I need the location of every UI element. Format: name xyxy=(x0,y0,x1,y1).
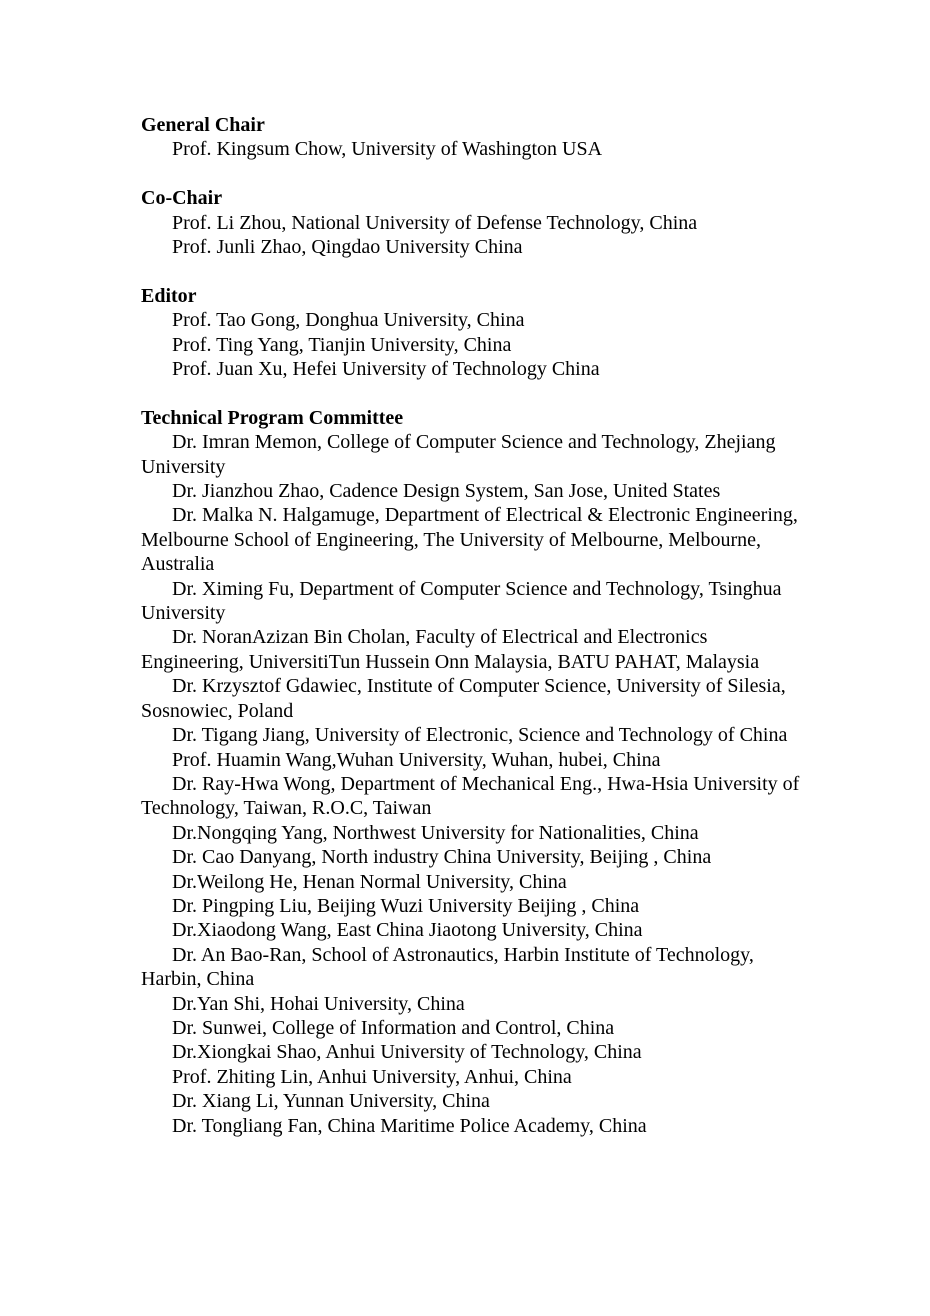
member-entry: Dr.Weilong He, Henan Normal University, China xyxy=(172,870,567,893)
member-entry: Prof. Kingsum Chow, University of Washington USA xyxy=(172,138,603,161)
member-entry: Dr. NoranAzizan Bin Cholan, Faculty of Electrical and Electronics Engineering, UniversitiTun Hussein Onn Malaysia, BATU PAHAT, Malaysia xyxy=(141,626,760,673)
member-entry: Prof. Junli Zhao, Qingdao University China xyxy=(172,236,523,259)
member-entry: Dr. Pingping Liu, Beijing Wuzi University Beijing , China xyxy=(172,894,640,917)
member-entry: Dr. Imran Memon, College of Computer Science and Technology, Zhejiang University xyxy=(141,431,776,478)
member-entry: Dr. Sunwei, College of Information and Control, China xyxy=(172,1016,615,1039)
member-entry: Dr. An Bao-Ran, School of Astronautics, Harbin Institute of Technology, Harbin, China xyxy=(141,943,754,991)
member-entry: Dr. Xiang Li, Yunnan University, China xyxy=(172,1090,490,1113)
section-heading: Co-Chair xyxy=(141,187,223,210)
member-entry: Dr. Ximing Fu, Department of Computer Science and Technology, Tsinghua University xyxy=(141,577,782,625)
section-co-chair xyxy=(141,186,801,259)
section-technical-program-committee xyxy=(141,406,801,1138)
member-entry: Dr. Krzysztof Gdawiec, Institute of Computer Science, University of Silesia, Sosnowiec, Poland xyxy=(141,675,786,722)
member-entry: Prof. Juan Xu, Hefei University of Technology China xyxy=(172,358,600,381)
section-heading: General Chair xyxy=(141,114,265,136)
member-entry: Dr. Cao Danyang, North industry China University, Beijing , China xyxy=(172,846,712,869)
member-entry: Dr.Nongqing Yang, Northwest University for Nationalities, China xyxy=(172,821,699,844)
member-entry: Dr.Xiongkai Shao, Anhui University of Technology, China xyxy=(172,1041,642,1064)
member-entry: Dr. Tigang Jiang, University of Electronic, Science and Technology of China xyxy=(172,724,788,747)
member-entry: Prof. Ting Yang, Tianjin University, China xyxy=(172,333,512,356)
section-heading: Technical Program Committee xyxy=(141,406,404,429)
member-entry: Prof. Zhiting Lin, Anhui University, Anhui, China xyxy=(172,1065,572,1088)
member-entry: Dr.Yan Shi, Hohai University, China xyxy=(172,992,465,1015)
member-entry: Dr. Ray-Hwa Wong, Department of Mechanical Eng., Hwa-Hsia University of Technology, Taiwan, R.O.C, Taiwan xyxy=(141,772,800,820)
member-entry: Prof. Huamin Wang,Wuhan University, Wuhan, hubei, China xyxy=(172,748,661,771)
section-general-chair xyxy=(141,113,801,162)
member-entry: Prof. Tao Gong, Donghua University, China xyxy=(172,309,525,332)
committee-document xyxy=(141,113,801,1162)
member-entry: Dr.Xiaodong Wang, East China Jiaotong University, China xyxy=(172,919,643,942)
section-editor xyxy=(141,284,801,382)
section-heading: Editor xyxy=(141,284,197,307)
member-entry: Dr. Tongliang Fan, China Maritime Police Academy, China xyxy=(172,1114,647,1137)
member-entry: Prof. Li Zhou, National University of Defense Technology, China xyxy=(172,211,698,234)
member-entry: Dr. Malka N. Halgamuge, Department of Electrical & Electronic Engineering, Melbourne School of Engineering, The University of Melbourne, Melbourne, Australia xyxy=(141,504,798,576)
member-entry: Dr. Jianzhou Zhao, Cadence Design System, San Jose, United States xyxy=(172,480,721,503)
